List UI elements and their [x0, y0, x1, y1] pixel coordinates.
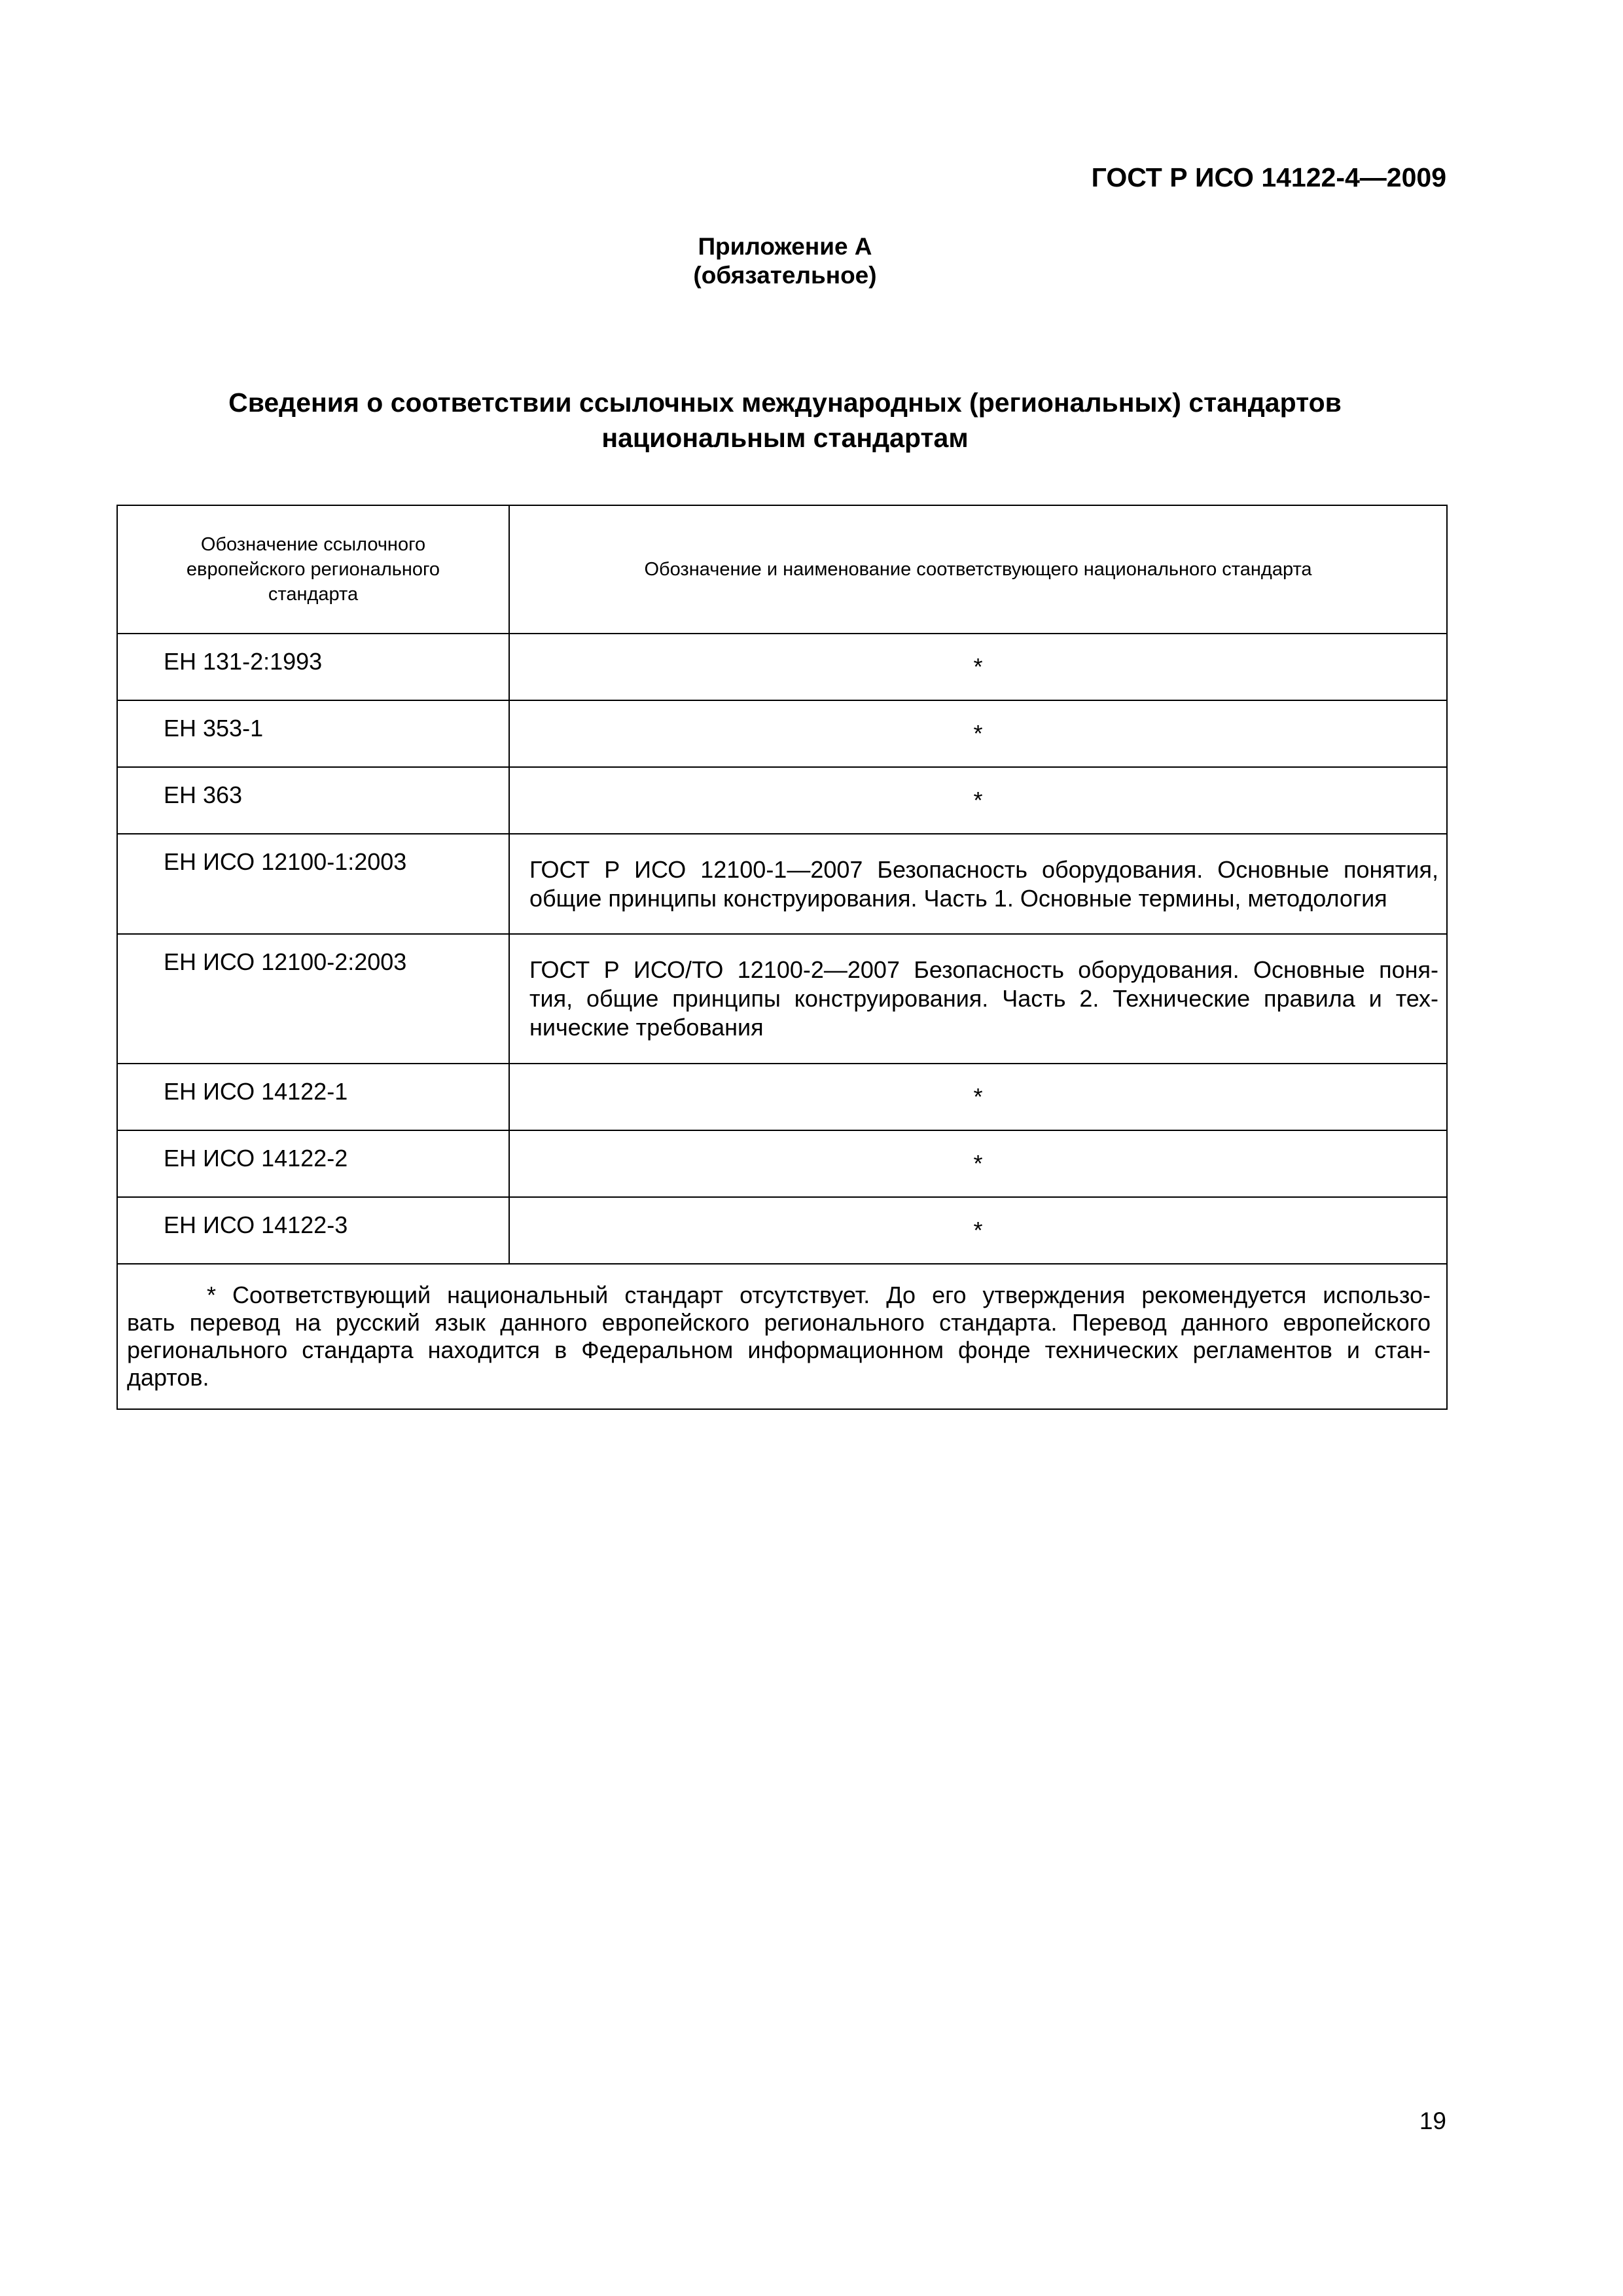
section-title-line: Сведения о соответствии ссылочных международных (региональных) стандартов	[228, 387, 1342, 418]
national-text: ГОСТ Р ИСО 12100-1—2007 Безопасность оборудования. Основные понятия,	[529, 855, 1438, 883]
national-text: ГОСТ Р ИСО/ТО 12100-2—2007 Безопасность оборудования. Основные поня-	[529, 956, 1438, 983]
table-row	[117, 1064, 1447, 1130]
table-row	[117, 934, 1447, 1064]
annex-title: Приложение А	[698, 233, 872, 260]
document-code: ГОСТ Р ИСО 14122-4—2009	[1091, 162, 1446, 192]
header-national-standard: Обозначение и наименование соответствующего национального стандарта	[509, 505, 1447, 634]
section-title	[0, 385, 1570, 456]
footnote-row	[117, 1264, 1447, 1409]
national-cell: *	[509, 767, 1447, 834]
table-row	[117, 834, 1447, 934]
national-cell	[509, 934, 1447, 1064]
annex-heading	[0, 232, 1570, 290]
footnote-text: регионального стандарта находится в Федеральном информационном фонде технических регламентов и стан-	[127, 1336, 1431, 1363]
reference-cell: ЕН ИСО 14122-3	[117, 1197, 509, 1264]
national-text: нические требования	[529, 1014, 764, 1041]
reference-cell: ЕН 363	[117, 767, 509, 834]
reference-cell: ЕН ИСО 14122-2	[117, 1130, 509, 1197]
table-row	[117, 1130, 1447, 1197]
footnote-text: дартов.	[127, 1364, 209, 1391]
table-row	[117, 767, 1447, 834]
reference-cell: ЕН ИСО 14122-1	[117, 1064, 509, 1130]
correspondence-table	[116, 505, 1448, 1410]
national-cell: *	[509, 700, 1447, 767]
reference-cell: ЕН ИСО 12100-2:2003	[117, 934, 509, 1064]
page-number: 19	[1419, 2108, 1446, 2134]
national-cell: *	[509, 1064, 1447, 1130]
national-cell: *	[509, 1130, 1447, 1197]
national-text: общие принципы конструирования. Часть 1. Основные термины, методология	[529, 884, 1387, 912]
reference-cell: ЕН ИСО 12100-1:2003	[117, 834, 509, 934]
footnote	[117, 1264, 1447, 1409]
footnote-text: * Соответствующий национальный стандарт отсутствует. До его утверждения рекомендуется использо-	[207, 1282, 1431, 1308]
header-reference-standard	[117, 505, 509, 634]
table-row	[117, 634, 1447, 700]
national-cell	[509, 834, 1447, 934]
national-cell: *	[509, 634, 1447, 700]
national-text: тия, общие принципы конструирования. Часть 2. Технические правила и тех-	[529, 985, 1438, 1012]
annex-status: (обязательное)	[693, 262, 877, 289]
footnote-text: вать перевод на русский язык данного европейского регионального стандарта. Перевод данного европейского	[127, 1309, 1431, 1336]
table-row	[117, 700, 1447, 767]
header-text: стандарта	[268, 584, 359, 605]
national-cell: *	[509, 1197, 1447, 1264]
section-title-line: национальным стандартам	[601, 423, 969, 453]
header-text: европейского регионального	[186, 559, 440, 580]
reference-cell: ЕН 353-1	[117, 700, 509, 767]
table-row	[117, 1197, 1447, 1264]
reference-cell: ЕН 131-2:1993	[117, 634, 509, 700]
table-header-row	[117, 505, 1447, 634]
header-text: Обозначение ссылочного	[200, 534, 426, 555]
